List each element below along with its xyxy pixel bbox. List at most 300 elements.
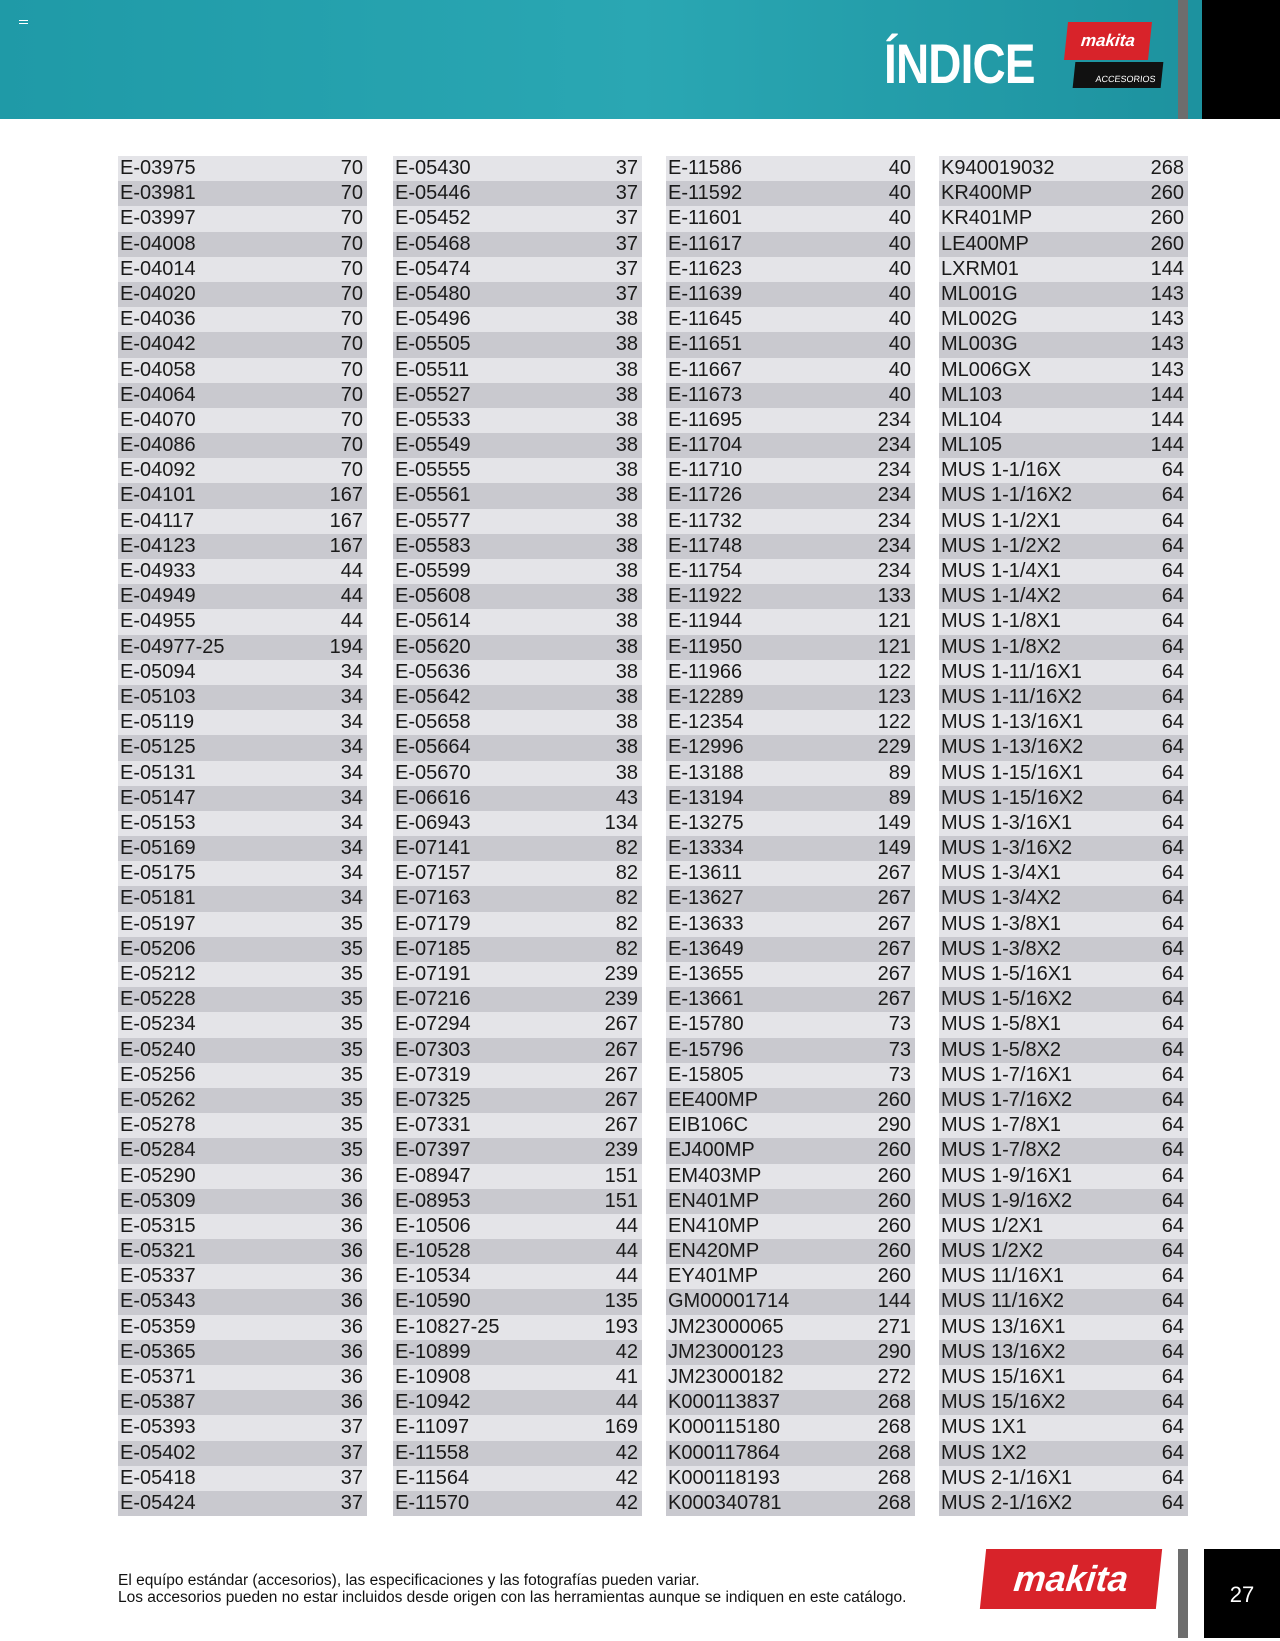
item-page: 144 <box>1150 408 1184 431</box>
item-code: E-04042 <box>120 333 196 356</box>
header-black-block <box>1202 0 1280 119</box>
index-row <box>118 937 367 962</box>
item-code: EM403MP <box>668 1164 762 1187</box>
item-page: 64 <box>1161 937 1184 960</box>
item-code: E-05321 <box>120 1240 196 1263</box>
item-page: 260 <box>877 1164 911 1187</box>
index-row <box>393 181 642 206</box>
index-row <box>939 660 1188 685</box>
item-code: E-05468 <box>395 232 471 255</box>
item-code: E-11732 <box>668 509 743 532</box>
index-row <box>118 332 367 357</box>
item-page: 234 <box>877 484 911 507</box>
index-row <box>118 1164 367 1189</box>
item-page: 82 <box>615 862 638 885</box>
index-row <box>118 761 367 786</box>
item-code: MUS 1-3/4X2 <box>941 887 1062 910</box>
item-page: 35 <box>340 1013 363 1036</box>
item-code: E-05608 <box>395 585 471 608</box>
item-code: MUS 1-1/4X2 <box>941 585 1062 608</box>
index-row <box>118 1214 367 1239</box>
index-row <box>118 1441 367 1466</box>
item-page: 38 <box>615 761 638 784</box>
item-code: E-11704 <box>668 434 743 457</box>
item-code: MUS 1-1/16X2 <box>941 484 1073 507</box>
item-code: MUS 1-15/16X1 <box>941 761 1084 784</box>
item-page: 40 <box>888 207 911 230</box>
item-page: 122 <box>877 660 911 683</box>
index-row <box>118 206 367 231</box>
index-row <box>666 483 915 508</box>
item-code: E-05262 <box>120 1088 196 1111</box>
item-code: E-11651 <box>668 333 743 356</box>
index-row <box>118 509 367 534</box>
item-page: 40 <box>888 282 911 305</box>
index-row <box>939 232 1188 257</box>
item-page: 144 <box>1150 434 1184 457</box>
item-page: 64 <box>1161 459 1184 482</box>
item-code: E-04008 <box>120 232 196 255</box>
item-code: EE400MP <box>668 1088 759 1111</box>
item-page: 82 <box>615 912 638 935</box>
index-row <box>939 685 1188 710</box>
item-code: ML003G <box>941 333 1018 356</box>
header-divider <box>1178 0 1188 119</box>
item-page: 64 <box>1161 862 1184 885</box>
item-page: 64 <box>1161 1214 1184 1237</box>
index-row <box>118 886 367 911</box>
item-code: MUS 1-7/8X2 <box>941 1139 1062 1162</box>
disclaimer-line-1: El equípo estándar (accesorios), las especificaciones y las fotografías pueden variar. <box>118 1572 700 1589</box>
item-page: 37 <box>615 232 638 255</box>
item-page: 73 <box>888 1063 911 1086</box>
item-code: E-11726 <box>668 484 743 507</box>
item-code: E-03975 <box>120 157 196 179</box>
item-page: 267 <box>604 1088 638 1111</box>
item-code: E-05343 <box>120 1290 196 1313</box>
item-code: E-11645 <box>668 308 743 331</box>
index-row <box>118 307 367 332</box>
index-row <box>939 786 1188 811</box>
item-code: MUS 1-13/16X2 <box>941 736 1084 759</box>
item-code: E-10590 <box>395 1290 471 1313</box>
item-code: E-04070 <box>120 408 196 431</box>
index-row <box>939 1289 1188 1314</box>
index-row <box>939 458 1188 483</box>
item-code: E-05197 <box>120 912 196 935</box>
index-row <box>393 811 642 836</box>
item-code: E-07191 <box>395 963 471 985</box>
item-code: MUS 1-9/16X1 <box>941 1164 1073 1187</box>
item-code: E-07216 <box>395 988 471 1011</box>
index-row <box>939 1441 1188 1466</box>
index-row <box>393 408 642 433</box>
item-code: E-05278 <box>120 1114 196 1137</box>
item-code: E-05228 <box>120 988 196 1011</box>
item-page: 64 <box>1161 711 1184 734</box>
item-code: K000117864 <box>668 1441 780 1464</box>
item-code: MUS 1-7/8X1 <box>941 1114 1062 1137</box>
item-page: 121 <box>877 635 911 658</box>
index-row <box>118 1038 367 1063</box>
index-row <box>118 1239 367 1264</box>
item-code: ML002G <box>941 308 1018 331</box>
item-page: 64 <box>1161 685 1184 708</box>
item-code: E-11754 <box>668 560 743 582</box>
index-row <box>666 962 915 987</box>
page-number: 27 <box>1204 1549 1280 1638</box>
item-code: E-07163 <box>395 887 471 910</box>
item-code: E-11944 <box>668 610 743 633</box>
index-column-2 <box>393 156 642 1516</box>
item-code: E-05511 <box>395 358 470 381</box>
item-code: MUS 1/2X1 <box>941 1214 1044 1237</box>
item-code: KR401MP <box>941 207 1033 230</box>
item-code: E-13275 <box>668 811 744 834</box>
index-row <box>393 1390 642 1415</box>
item-code: MUS 15/16X1 <box>941 1366 1066 1388</box>
item-code: MUS 11/16X1 <box>941 1265 1065 1288</box>
item-page: 34 <box>340 786 363 809</box>
index-row <box>666 1264 915 1289</box>
item-code: K000340781 <box>668 1491 782 1514</box>
index-row <box>939 559 1188 584</box>
item-code: E-08947 <box>395 1164 471 1187</box>
item-page: 40 <box>888 182 911 205</box>
item-code: E-05496 <box>395 308 471 331</box>
item-code: E-07397 <box>395 1139 471 1162</box>
item-page: 64 <box>1161 560 1184 582</box>
item-page: 36 <box>340 1214 363 1237</box>
item-page: 70 <box>340 157 363 179</box>
item-code: E-05125 <box>120 736 196 759</box>
index-row <box>939 735 1188 760</box>
item-page: 64 <box>1161 1038 1184 1061</box>
item-code: EN420MP <box>668 1240 760 1263</box>
index-row <box>393 1441 642 1466</box>
item-page: 229 <box>877 736 911 759</box>
item-code: MUS 1X1 <box>941 1416 1027 1439</box>
item-code: E-05256 <box>120 1063 196 1086</box>
item-page: 37 <box>615 157 638 179</box>
index-row <box>118 483 367 508</box>
index-row <box>666 181 915 206</box>
item-page: 43 <box>615 786 638 809</box>
item-page: 151 <box>604 1189 638 1212</box>
index-row <box>118 609 367 634</box>
item-code: MUS 1-5/8X2 <box>941 1038 1062 1061</box>
index-row <box>666 433 915 458</box>
item-page: 167 <box>329 484 363 507</box>
item-code: E-05181 <box>120 887 196 910</box>
index-row <box>939 433 1188 458</box>
item-code: E-11966 <box>668 660 743 683</box>
item-page: 38 <box>615 358 638 381</box>
index-row <box>118 433 367 458</box>
index-row <box>118 1264 367 1289</box>
item-code: MUS 1/2X2 <box>941 1240 1044 1263</box>
index-row <box>118 786 367 811</box>
index-row <box>118 559 367 584</box>
item-code: E-11695 <box>668 408 743 431</box>
item-page: 42 <box>615 1441 638 1464</box>
index-row <box>939 761 1188 786</box>
index-row <box>939 1189 1188 1214</box>
item-code: E-05636 <box>395 660 471 683</box>
index-row <box>939 1138 1188 1163</box>
disclaimer <box>118 1572 906 1606</box>
item-page: 268 <box>877 1416 911 1439</box>
item-page: 38 <box>615 509 638 532</box>
item-code: E-05599 <box>395 560 471 582</box>
item-page: 64 <box>1161 736 1184 759</box>
item-code: E-05147 <box>120 786 196 809</box>
item-page: 64 <box>1161 635 1184 658</box>
item-code: E-10827-25 <box>395 1315 500 1338</box>
item-page: 121 <box>877 610 911 633</box>
item-page: 70 <box>340 459 363 482</box>
item-code: ML006GX <box>941 358 1032 381</box>
index-row <box>939 509 1188 534</box>
page-header <box>0 0 1280 119</box>
index-row <box>666 509 915 534</box>
item-page: 64 <box>1161 1013 1184 1036</box>
item-page: 44 <box>340 560 363 582</box>
index-row <box>666 559 915 584</box>
item-page: 34 <box>340 685 363 708</box>
item-page: 167 <box>329 509 363 532</box>
item-page: 267 <box>877 887 911 910</box>
item-page: 169 <box>604 1416 638 1439</box>
item-page: 64 <box>1161 1340 1184 1363</box>
index-row <box>118 710 367 735</box>
item-page: 260 <box>877 1088 911 1111</box>
item-page: 70 <box>340 282 363 305</box>
item-code: E-11623 <box>668 257 743 280</box>
item-code: E-13661 <box>668 988 744 1011</box>
item-page: 64 <box>1161 1189 1184 1212</box>
index-row <box>666 156 915 181</box>
item-page: 194 <box>329 635 363 658</box>
item-page: 34 <box>340 736 363 759</box>
item-code: EN401MP <box>668 1189 760 1212</box>
item-page: 40 <box>888 232 911 255</box>
index-row <box>393 1289 642 1314</box>
item-page: 34 <box>340 811 363 834</box>
item-code: E-05577 <box>395 509 471 532</box>
item-page: 38 <box>615 610 638 633</box>
item-code: LXRM01 <box>941 257 1019 280</box>
index-row <box>939 1415 1188 1440</box>
item-page: 42 <box>615 1466 638 1489</box>
item-page: 64 <box>1161 1441 1184 1464</box>
item-page: 40 <box>888 383 911 406</box>
index-row <box>939 358 1188 383</box>
item-page: 42 <box>615 1340 638 1363</box>
item-page: 239 <box>604 1139 638 1162</box>
item-page: 260 <box>877 1139 911 1162</box>
item-code: E-05642 <box>395 685 471 708</box>
item-page: 38 <box>615 534 638 557</box>
index-row <box>393 861 642 886</box>
index-row <box>118 1189 367 1214</box>
index-row <box>118 1063 367 1088</box>
index-row <box>666 609 915 634</box>
index-row <box>666 1214 915 1239</box>
item-code: MUS 1X2 <box>941 1441 1027 1464</box>
item-code: E-05583 <box>395 534 471 557</box>
item-code: E-11558 <box>395 1441 470 1464</box>
index-row <box>666 1239 915 1264</box>
index-row <box>393 1340 642 1365</box>
index-row <box>666 358 915 383</box>
item-code: EIB106C <box>668 1114 749 1137</box>
item-code: E-12354 <box>668 711 744 734</box>
item-code: MUS 1-13/16X1 <box>941 711 1084 734</box>
item-code: E-05290 <box>120 1164 196 1187</box>
index-row <box>118 1415 367 1440</box>
item-code: E-04117 <box>120 509 195 532</box>
item-code: E-05094 <box>120 660 196 683</box>
index-row <box>666 383 915 408</box>
index-row <box>393 685 642 710</box>
item-page: 260 <box>877 1265 911 1288</box>
item-page: 37 <box>340 1441 363 1464</box>
index-row <box>118 1289 367 1314</box>
item-page: 38 <box>615 711 638 734</box>
index-row <box>393 383 642 408</box>
item-code: E-05549 <box>395 434 471 457</box>
item-page: 40 <box>888 308 911 331</box>
index-column-4 <box>939 156 1188 1516</box>
item-page: 37 <box>615 257 638 280</box>
item-code: E-07294 <box>395 1013 471 1036</box>
item-page: 38 <box>615 383 638 406</box>
index-row <box>393 458 642 483</box>
item-code: E-05315 <box>120 1214 196 1237</box>
item-page: 143 <box>1150 358 1184 381</box>
index-row <box>666 1164 915 1189</box>
page-title: ÍNDICE <box>884 32 1035 95</box>
index-row <box>939 1164 1188 1189</box>
index-row <box>393 912 642 937</box>
item-page: 64 <box>1161 786 1184 809</box>
item-page: 44 <box>615 1214 638 1237</box>
item-page: 64 <box>1161 1265 1184 1288</box>
index-row <box>393 156 642 181</box>
index-row <box>393 534 642 559</box>
makita-logo <box>1066 22 1160 88</box>
item-page: 143 <box>1150 333 1184 356</box>
index-row <box>118 534 367 559</box>
item-page: 35 <box>340 937 363 960</box>
index-row <box>939 1088 1188 1113</box>
item-page: 64 <box>1161 837 1184 860</box>
item-code: E-07185 <box>395 937 471 960</box>
item-code: E-12289 <box>668 685 744 708</box>
index-row <box>118 912 367 937</box>
index-row <box>939 584 1188 609</box>
index-row <box>393 886 642 911</box>
index-row <box>939 886 1188 911</box>
index-row <box>393 1038 642 1063</box>
index-row <box>393 1466 642 1491</box>
index-row <box>666 710 915 735</box>
index-row <box>393 1088 642 1113</box>
item-code: E-10534 <box>395 1265 471 1288</box>
item-page: 64 <box>1161 1416 1184 1439</box>
item-page: 37 <box>615 207 638 230</box>
item-page: 64 <box>1161 1088 1184 1111</box>
item-code: E-05359 <box>120 1315 196 1338</box>
item-code: E-10942 <box>395 1391 471 1414</box>
item-page: 38 <box>615 459 638 482</box>
item-page: 70 <box>340 408 363 431</box>
item-code: MUS 1-7/16X1 <box>941 1063 1073 1086</box>
item-code: E-11950 <box>668 635 743 658</box>
index-row <box>666 332 915 357</box>
item-code: EJ400MP <box>668 1139 755 1162</box>
item-page: 38 <box>615 635 638 658</box>
item-page: 38 <box>615 308 638 331</box>
item-page: 239 <box>604 963 638 985</box>
index-row <box>666 1466 915 1491</box>
item-code: MUS 1-7/16X2 <box>941 1088 1073 1111</box>
item-page: 64 <box>1161 610 1184 633</box>
item-page: 35 <box>340 1088 363 1111</box>
item-code: E-11601 <box>668 207 743 230</box>
menu-icon[interactable] <box>19 20 28 26</box>
item-page: 89 <box>888 761 911 784</box>
item-page: 44 <box>340 585 363 608</box>
item-page: 38 <box>615 585 638 608</box>
index-row <box>118 861 367 886</box>
item-code: E-11673 <box>668 383 743 406</box>
item-code: E-05240 <box>120 1038 196 1061</box>
index-row <box>118 458 367 483</box>
index-row <box>939 483 1188 508</box>
index-row <box>393 1063 642 1088</box>
item-page: 70 <box>340 232 363 255</box>
item-code: E-04064 <box>120 383 196 406</box>
index-row <box>939 1466 1188 1491</box>
item-page: 64 <box>1161 1164 1184 1187</box>
item-page: 193 <box>604 1315 638 1338</box>
index-row <box>666 1138 915 1163</box>
item-page: 167 <box>329 534 363 557</box>
item-page: 260 <box>1150 207 1184 230</box>
index-row <box>939 1038 1188 1063</box>
index-row <box>666 811 915 836</box>
index-row <box>939 811 1188 836</box>
item-page: 70 <box>340 182 363 205</box>
item-page: 40 <box>888 358 911 381</box>
index-row <box>939 1390 1188 1415</box>
item-page: 36 <box>340 1315 363 1338</box>
index-row <box>393 232 642 257</box>
item-code: MUS 1-11/16X1 <box>941 660 1082 683</box>
index-row <box>939 332 1188 357</box>
index-row <box>939 1239 1188 1264</box>
item-code: MUS 1-3/16X1 <box>941 811 1073 834</box>
item-code: E-04955 <box>120 610 196 633</box>
index-row <box>666 257 915 282</box>
item-code: MUS 1-1/8X2 <box>941 635 1062 658</box>
item-page: 36 <box>340 1366 363 1388</box>
index-row <box>666 937 915 962</box>
index-row <box>393 332 642 357</box>
item-code: MUS 1-3/16X2 <box>941 837 1073 860</box>
